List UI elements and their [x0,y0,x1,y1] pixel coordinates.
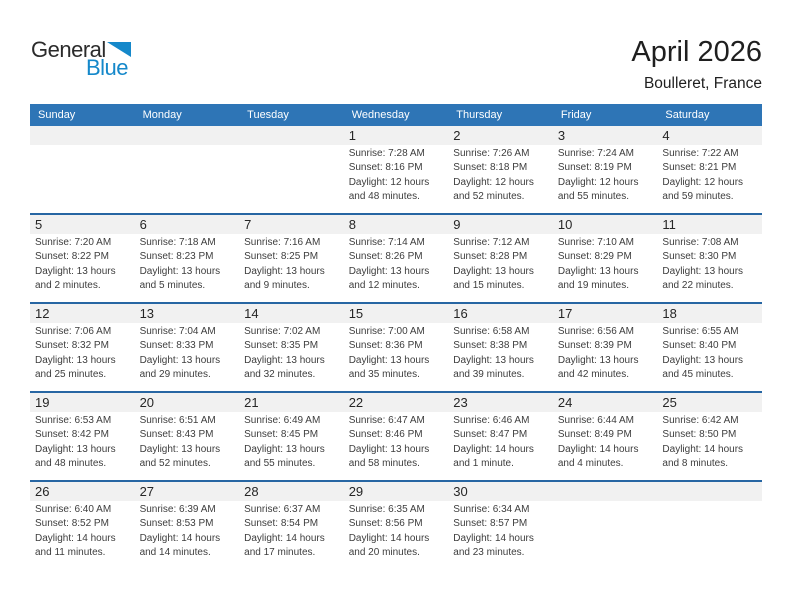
sunrise-text: Sunrise: 6:44 AM [557,415,634,426]
sunset-text: Sunset: 8:22 PM [35,251,109,263]
day-number: 14 [244,306,259,321]
sunset-text: Sunset: 8:29 PM [557,251,632,263]
day-number: 29 [348,484,364,499]
sunset-text: Sunset: 8:16 PM [348,162,423,174]
daylight-text: Daylight: 13 hours and 32 minutes. [244,354,325,381]
day-number-cell [135,395,240,410]
day-number: 30 [453,484,468,499]
weekday-header-monday: Monday [142,109,182,121]
day-number-cell [553,128,658,143]
day-info-cell [657,234,762,302]
day-number-cell [553,306,658,321]
sunset-text: Sunset: 8:52 PM [35,518,109,530]
sunrise-text: Sunrise: 7:06 AM [35,326,112,337]
sunrise-text: Sunrise: 6:47 AM [348,415,425,426]
daylight-text: Daylight: 14 hours and 14 minutes. [139,532,221,559]
day-info-cell [553,234,658,302]
sunrise-text: Sunrise: 6:55 AM [662,326,739,337]
day-number-cell [239,395,344,410]
day-number-cell [657,128,762,143]
general-blue-logo [31,39,131,78]
title-block [631,36,762,93]
day-number: 24 [557,395,573,410]
day-number-cell [448,128,553,143]
day-number: 22 [348,395,364,410]
sunrise-text: Sunrise: 6:40 AM [35,504,112,515]
day-info-cell [344,234,449,302]
day-number: 6 [139,217,147,232]
sunrise-text: Sunrise: 6:46 AM [453,415,530,426]
day-info-cell [30,412,135,480]
sunset-text: Sunset: 8:42 PM [35,429,109,441]
day-info-cell [239,234,344,302]
day-number-strip [30,482,762,501]
day-info-cell [344,323,449,391]
sunset-text: Sunset: 8:33 PM [139,340,214,352]
day-number: 21 [244,395,259,410]
day-info-cell [135,501,240,569]
sunset-text: Sunset: 8:50 PM [662,429,737,441]
sunset-text: Sunset: 8:43 PM [139,429,214,441]
sunrise-text: Sunrise: 7:18 AM [139,237,216,248]
sunrise-text: Sunrise: 7:12 AM [453,237,530,248]
day-info-cell [344,412,449,480]
empty-info-cell [553,501,658,569]
day-info-cell [553,412,658,480]
day-number: 7 [244,217,252,232]
day-number: 23 [453,395,468,410]
day-info-cell [553,145,658,213]
daylight-text: Daylight: 14 hours and 11 minutes. [35,532,116,559]
sunrise-text: Sunrise: 6:58 AM [453,326,530,337]
daylight-text: Daylight: 13 hours and 12 minutes. [348,265,430,292]
week-content-row [30,234,762,302]
sunset-text: Sunset: 8:56 PM [348,518,423,530]
sunrise-text: Sunrise: 6:39 AM [139,504,216,515]
day-number-cell [448,395,553,410]
day-number: 27 [139,484,155,499]
day-info-cell [30,323,135,391]
sunrise-text: Sunrise: 7:00 AM [348,326,425,337]
sunset-text: Sunset: 8:36 PM [348,340,423,352]
day-number-cell [344,395,449,410]
sunset-text: Sunset: 8:21 PM [662,162,737,174]
sunset-text: Sunset: 8:26 PM [348,251,423,263]
daylight-text: Daylight: 13 hours and 48 minutes. [35,443,116,470]
day-number-cell [344,306,449,321]
daylight-text: Daylight: 12 hours and 52 minutes. [453,176,534,203]
day-number-cell [30,484,135,499]
sunrise-text: Sunrise: 7:14 AM [348,237,425,248]
day-number-strip [30,126,762,145]
daylight-text: Daylight: 13 hours and 55 minutes. [244,443,325,470]
sunrise-text: Sunrise: 6:34 AM [453,504,530,515]
calendar-table [30,104,762,569]
weekday-header-wednesday: Wednesday [351,109,410,121]
daylight-text: Daylight: 12 hours and 55 minutes. [557,176,639,203]
day-number-cell [657,217,762,232]
day-number: 12 [35,306,50,321]
day-info-cell [344,145,449,213]
page-title: April 2026 [631,36,762,68]
day-info-cell [657,145,762,213]
calendar-week-row [30,126,762,213]
sunset-text: Sunset: 8:38 PM [453,340,528,352]
daylight-text: Daylight: 12 hours and 59 minutes. [662,176,744,203]
sunset-text: Sunset: 8:54 PM [244,518,319,530]
calendar-weeks [30,126,762,569]
week-content-row [30,412,762,480]
daylight-text: Daylight: 13 hours and 52 minutes. [139,443,221,470]
day-number: 2 [453,128,461,143]
sunset-text: Sunset: 8:46 PM [348,429,423,441]
daylight-text: Daylight: 13 hours and 35 minutes. [348,354,430,381]
week-content-row [30,323,762,391]
day-info-cell [344,501,449,569]
day-number: 16 [453,306,468,321]
day-number: 5 [35,217,43,232]
day-info-cell [448,145,553,213]
sunrise-text: Sunrise: 6:53 AM [35,415,112,426]
day-number: 20 [139,395,155,410]
day-number: 13 [139,306,155,321]
day-number-cell [135,484,240,499]
day-number-cell [30,306,135,321]
sunset-text: Sunset: 8:47 PM [453,429,528,441]
day-info-cell [239,412,344,480]
sunset-text: Sunset: 8:39 PM [557,340,632,352]
day-info-cell [135,323,240,391]
day-number-cell [344,128,449,143]
sunset-text: Sunset: 8:49 PM [557,429,632,441]
day-info-cell [30,234,135,302]
day-number: 19 [35,395,50,410]
sunrise-text: Sunrise: 6:35 AM [348,504,425,515]
day-number-cell [344,484,449,499]
daylight-text: Daylight: 13 hours and 45 minutes. [662,354,744,381]
daylight-text: Daylight: 14 hours and 23 minutes. [453,532,534,559]
sunset-text: Sunset: 8:23 PM [139,251,214,263]
daylight-text: Daylight: 13 hours and 5 minutes. [139,265,221,292]
day-number-cell [657,395,762,410]
day-number-cell [239,217,344,232]
day-number-cell [135,217,240,232]
sunrise-text: Sunrise: 6:51 AM [139,415,216,426]
sunset-text: Sunset: 8:30 PM [662,251,737,263]
day-number: 26 [35,484,50,499]
day-number: 8 [348,217,356,232]
daylight-text: Daylight: 13 hours and 39 minutes. [453,354,534,381]
sunrise-text: Sunrise: 7:20 AM [35,237,112,248]
logo-text-general: General [31,37,106,62]
sunset-text: Sunset: 8:40 PM [662,340,737,352]
day-info-cell [553,323,658,391]
day-info-cell [135,412,240,480]
day-info-cell [657,323,762,391]
day-number: 17 [557,306,573,321]
sunset-text: Sunset: 8:25 PM [244,251,319,263]
daylight-text: Daylight: 13 hours and 42 minutes. [557,354,639,381]
sunrise-text: Sunrise: 7:26 AM [453,148,530,159]
day-number: 4 [662,128,670,143]
day-number-cell [344,217,449,232]
empty-info-cell [135,145,240,213]
day-number-cell [30,395,135,410]
week-content-row [30,501,762,569]
daylight-text: Daylight: 13 hours and 15 minutes. [453,265,534,292]
daylight-text: Daylight: 13 hours and 29 minutes. [139,354,221,381]
day-number-strip [30,393,762,412]
day-info-cell [239,323,344,391]
day-number-cell [448,217,553,232]
daylight-text: Daylight: 13 hours and 58 minutes. [348,443,430,470]
sunset-text: Sunset: 8:53 PM [139,518,214,530]
sunrise-text: Sunrise: 6:42 AM [662,415,739,426]
weekday-header-sunday: Sunday [38,109,76,121]
sunset-text: Sunset: 8:28 PM [453,251,528,263]
day-number: 11 [662,217,676,232]
weekday-header-thursday: Thursday [456,109,503,121]
calendar-week-row [30,391,762,480]
day-number-strip [30,304,762,323]
sunrise-text: Sunrise: 7:02 AM [244,326,321,337]
week-content-row [30,145,762,213]
day-number-cell [135,306,240,321]
day-number-strip [30,215,762,234]
daylight-text: Daylight: 14 hours and 20 minutes. [348,532,430,559]
day-info-cell [239,501,344,569]
day-number-cell [553,217,658,232]
day-info-cell [448,323,553,391]
daylight-text: Daylight: 13 hours and 2 minutes. [35,265,116,292]
calendar-week-row [30,213,762,302]
day-number: 9 [453,217,461,232]
day-number: 3 [557,128,566,143]
sunset-text: Sunset: 8:45 PM [244,429,319,441]
empty-info-cell [239,145,344,213]
sunrise-text: Sunrise: 6:56 AM [557,326,634,337]
sunrise-text: Sunrise: 7:16 AM [244,237,321,248]
daylight-text: Daylight: 13 hours and 25 minutes. [35,354,116,381]
day-number-cell [657,306,762,321]
day-info-cell [657,412,762,480]
day-number-cell [448,306,553,321]
sunrise-text: Sunrise: 7:08 AM [662,237,739,248]
day-info-cell [448,501,553,569]
location-subtitle: Boulleret, France [643,75,762,92]
weekday-header-saturday: Saturday [665,109,710,121]
empty-info-cell [657,501,762,569]
sunrise-text: Sunrise: 7:22 AM [662,148,739,159]
day-number-cell [239,306,344,321]
day-info-cell [135,234,240,302]
day-number: 10 [557,217,573,232]
calendar-week-row [30,302,762,391]
daylight-text: Daylight: 14 hours and 8 minutes. [662,443,744,470]
sunset-text: Sunset: 8:35 PM [244,340,319,352]
daylight-text: Daylight: 12 hours and 48 minutes. [348,176,430,203]
daylight-text: Daylight: 13 hours and 19 minutes. [557,265,639,292]
day-number: 25 [662,395,677,410]
weekday-header-tuesday: Tuesday [247,109,289,121]
day-number: 28 [244,484,259,499]
sunrise-text: Sunrise: 6:49 AM [244,415,321,426]
daylight-text: Daylight: 13 hours and 22 minutes. [662,265,744,292]
sunset-text: Sunset: 8:57 PM [453,518,528,530]
day-info-cell [448,412,553,480]
daylight-text: Daylight: 14 hours and 1 minute. [453,443,534,470]
weekday-header-row [30,104,762,126]
empty-info-cell [30,145,135,213]
sunset-text: Sunset: 8:19 PM [557,162,632,174]
sunset-text: Sunset: 8:32 PM [35,340,109,352]
sunrise-text: Sunrise: 7:10 AM [557,237,634,248]
sunrise-text: Sunrise: 7:28 AM [348,148,425,159]
logo-text-blue: Blue [85,55,128,80]
sunset-text: Sunset: 8:18 PM [453,162,528,174]
day-number-cell [553,395,658,410]
day-number: 1 [348,128,356,143]
weekday-header-friday: Friday [560,109,592,121]
day-number: 15 [348,306,364,321]
daylight-text: Daylight: 14 hours and 4 minutes. [557,443,639,470]
daylight-text: Daylight: 13 hours and 9 minutes. [244,265,325,292]
sunrise-text: Sunrise: 7:24 AM [557,148,634,159]
day-number-cell [239,484,344,499]
daylight-text: Daylight: 14 hours and 17 minutes. [244,532,325,559]
day-number-cell [30,217,135,232]
day-info-cell [448,234,553,302]
sunrise-text: Sunrise: 6:37 AM [244,504,321,515]
sunrise-text: Sunrise: 7:04 AM [139,326,216,337]
day-number-cell [448,484,553,499]
day-info-cell [30,501,135,569]
calendar-week-row [30,480,762,569]
day-number: 18 [662,306,677,321]
